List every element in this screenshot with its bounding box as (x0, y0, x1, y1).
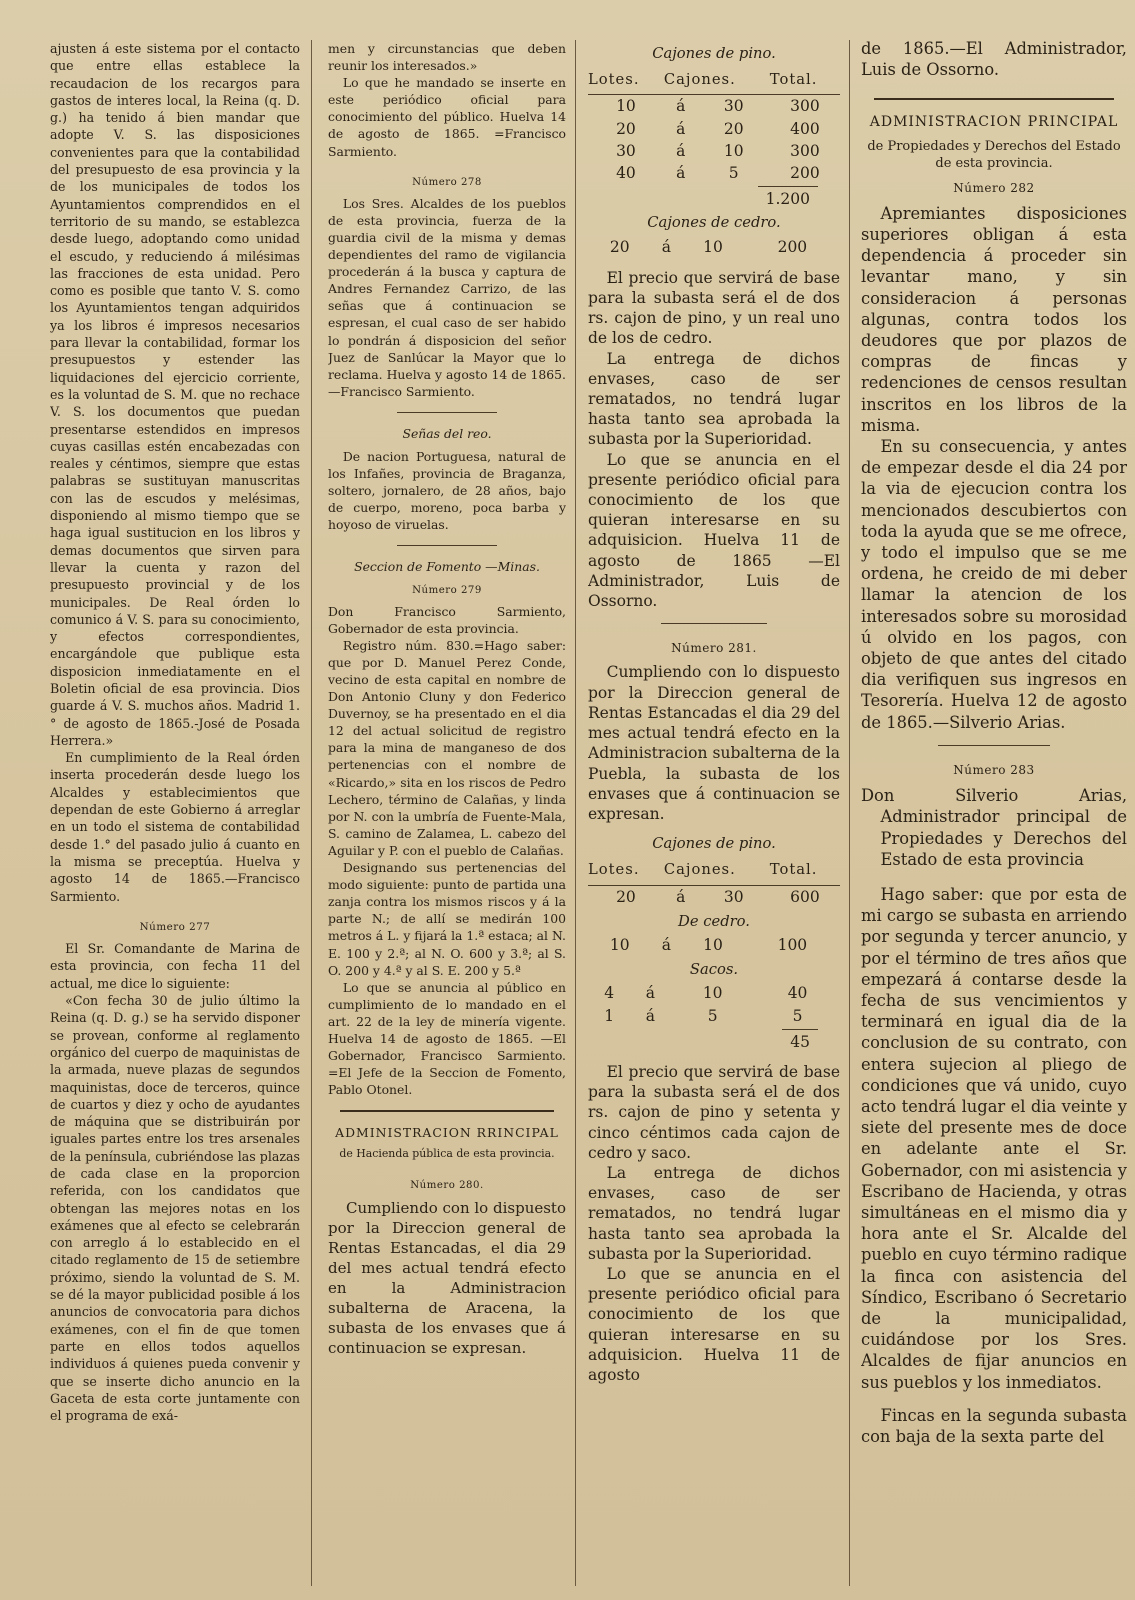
paragraph: El Sr. Comandante de Marina de esta provincia, con fecha 11 del actual, me dice lo siguiente: (50, 941, 300, 991)
paragraph: Designando sus pertenencias del modo siguiente: punto de partida una zanja contra los mismos riscos y á la parte N.; de allí se medirán 100 metros á L. y fijará la 1.ª estaca; al N. E. 100 y 2.ª; al N. O. 600 y 3.ª; al S. O. 200 y 4.ª y al S. E. 200 y 5.ª (328, 860, 566, 978)
cell: 5 (707, 1006, 718, 1025)
table-header: Cajones. (663, 71, 736, 89)
notice-number: Número 277 (139, 920, 211, 933)
section-heading: ADMINISTRACION RRINCIPAL (335, 1125, 559, 1141)
cell: 20 (723, 119, 744, 138)
lots-table-2 (588, 856, 840, 907)
paragraph: La entrega de dichos envases, caso de ser rematados, no tendrá lugar hasta tanto sea aprobada la subasta por la Superioridad. (588, 1163, 840, 1263)
divider (340, 1110, 554, 1112)
paragraph: En cumplimiento de la Real órden inserta procederán desde luego los Alcaldes y establecimientos que dependan de este Gobierno á arreglar en un todo el sistema de contabilidad desde 1.° del pasado julio á cuanto en la misma se preceptúa. Huelva y agosto 14 de 1865.—Francisco Sarmiento. (50, 750, 300, 904)
total-value: 1.200 (758, 186, 818, 209)
divider (938, 745, 1050, 746)
table-row (588, 934, 840, 956)
table-title: Cajones de cedro. (647, 214, 781, 232)
cell: 200 (777, 237, 808, 256)
paragraph: Apremiantes disposiciones superiores obligan á esta dependencia á proceder sin levantar mano, y sin consideracion á personas algunas, contra todos los deudores que por plazos de compras de fincas y redenciones de censos resultan inscritos en los libros de la misma. (861, 203, 1127, 435)
cell: á (661, 237, 671, 256)
cell: 30 (723, 887, 744, 906)
notice-number: Número 281. (671, 641, 757, 656)
paragraph: El precio que servirá de base para la subasta será el de dos rs. cajon de pino y setenta y cinco céntimos cada cajon de cedro y saco. (588, 1062, 840, 1162)
table-total (588, 1029, 840, 1052)
paragraph: La entrega de dichos envases, caso de ser rematados, no tendrá lugar hasta tanto sea aprobada la subasta por la Superioridad. (588, 349, 840, 449)
sacos-table (588, 982, 840, 1026)
table-header: Total. (769, 861, 818, 879)
cell: 10 (616, 97, 636, 116)
section-title: Seccion de Fomento —Minas. (354, 559, 540, 575)
section-subheading: de Hacienda pública de esta provincia. (339, 1147, 555, 1161)
notice-number: Número 279 (412, 584, 482, 596)
cell: 600 (790, 887, 820, 906)
paragraph: Lo que he mandado se inserte en este periódico oficial para conocimiento del público. Huelva 14 de agosto de 1865. =Francisco Sarmiento. (328, 75, 566, 159)
notice-number: Número 280. (410, 1179, 484, 1191)
paragraph: ajusten á este sistema por el contacto que entre ellas establece la recaudacion de los recargos para gastos de interes local, la Reina (q. D. g.) ha tenido á bien mandar que adopte V. S. las disposiciones convenientes para que la contabilidad del presupuesto de esa provincia y la de los municipales de todos los Ayuntamientos comprendidos en el territorio de su mando, se establezca desde luego, adoptando como unidad el escudo, y reduciendo á milésimas las fracciones de esta unidad. Pero como es posible que tanto V. S. como los Ayuntamientos tengan adquiridos ya los libros é impresos necesarios para llevar la contabilidad, formar los presupuestos y estender las liquidaciones del ejercicio corriente, es la voluntad de S. M. que no rechace V. S. los documentos que puedan presentarse estendidos en impresos cuyas casillas estén encabezadas con reales y céntimos, siempre que estas palabras se sustituyan manuscritas con las de escudos y melésimas, disponiendo al mismo tiempo que se haga igual sustitucion en los libros y demas documentos que sirven para llevar la cuenta y razon del presupuesto provincial y de los municipales. De Real órden lo comunico á V. S. para su conocimiento, y efectos correspondientes, encargándole que publique esta disposicion inmediatamente en el Boletin oficial de esa provincia. Dios guarde á V. S. muchos años. Madrid 1.° de agosto de 1865.-José de Posada Herrera.» (50, 41, 300, 748)
notice-number: Número 278 (412, 176, 482, 188)
cell: 5 (728, 164, 739, 183)
paragraph: de 1865.—El Administrador, Luis de Ossorno. (861, 39, 1127, 80)
table-row (588, 162, 840, 184)
table-header: Total. (769, 71, 818, 89)
paragraph: men y circunstancias que deben reunir los interesados.» (328, 41, 566, 74)
cell: á (676, 97, 686, 116)
lots-table (588, 66, 840, 184)
paragraph: Hago saber: que por esta de mi cargo se subasta en arriendo por segunda y tercer anuncio, y por el término de tres años que empezará á contarse desde la fecha de sus vencimientos y terminará en igual dia de la conclusion de su contrato, con entera sujecion al pliego de condiciones que vá unido, cuyo acto tendrá lugar el dia veinte y siete del presente mes de doce en adelante ante el Sr. Gobernador, con mi asistencia y Escribano de Hacienda, y otras simultáneas en el mismo dia y hora ante el Sr. Alcalde del pueblo en cuyo término radique la finca con asistencia del Síndico, Escribano ó Secretario de la municipalidad, cuidándose por los Sres. Alcaldes de fijar anuncios en sus pueblos y los inmediatos. (861, 884, 1127, 1392)
paragraph: Don Silverio Arias, Administrador principal de Propiedades y Derechos del Estado de esta provincia (861, 786, 1127, 869)
cell: 20 (616, 887, 636, 906)
cell: á (645, 1006, 655, 1025)
cell: á (676, 141, 686, 160)
table-row (588, 140, 840, 162)
table-title: Sacos. (689, 961, 739, 979)
table-header: Lotes. (588, 71, 640, 89)
column-rule (311, 40, 312, 1586)
cell: 30 (616, 141, 636, 160)
paragraph: Don Francisco Sarmiento, Gobernador de esta provincia. (328, 603, 566, 636)
cell: 20 (609, 237, 630, 256)
cell: á (661, 935, 671, 954)
paragraph: Registro núm. 830.=Hago saber: que por D. Manuel Perez Conde, vecino de esta capital en nombre de Don Antonio Cluny y don Federico Duvernoy, se ha presentado en el dia 12 del actual solicitud de registro para la mina de manganeso de dos pertenencias con el nombre de «Ricardo,» sita en los riscos de Pedro Lechero, término de Calañas, y linda por N. con la umbría de Fuente-Mala, S. camino de Zalamea, L. cabezo del Aguilar y P. con el pueblo de Calañas. (328, 637, 566, 858)
table-row (588, 1005, 840, 1027)
total-value: 45 (782, 1029, 818, 1052)
cell: 1 (604, 1006, 615, 1025)
cell: 4 (604, 984, 615, 1003)
cell: 400 (790, 119, 820, 138)
paragraph: Los Sres. Alcaldes de los pueblos de esta provincia, fuerza de la guardia civil de la misma y demas dependientes del ramo de vigilancia procederán á la busca y captura de Andres Fernandez Carrizo, de las señas que á continuacion se espresan, el cual caso de ser habido lo pondrán á disposicion del señor Juez de Sanlúcar la Mayor que lo reclama. Huelva y agosto 14 de 1865.—Francisco Sarmiento. (328, 195, 566, 399)
section-subtitle: Señas del reo. (402, 425, 492, 441)
paragraph: Cumpliendo con lo dispuesto por la Direccion general de Rentas Estancadas, el dia 29 del mes actual tendrá efecto en la Administracion subalterna de Aracena, la subasta de los envases que á continuacion se expresan. (328, 1198, 566, 1357)
notice-number: Número 282 (953, 180, 1035, 195)
table-title: Cajones de pino. (652, 45, 776, 62)
paragraph: De nacion Portuguesa, natural de los Infañes, provincia de Braganza, soltero, jornalero, de 28 años, bajo de cuerpo, moreno, poca barba y hoyoso de viruelas. (328, 448, 566, 533)
cell: 100 (777, 935, 808, 954)
paragraph: Lo que se anuncia en el presente periódico oficial para conocimiento de los que quieran interesarse en su adquisicion. Huelva 11 de agosto de 1865 —El Administrador, Luis de Ossorno. (588, 450, 840, 611)
table-header: Cajones. (663, 861, 736, 879)
cell: 40 (616, 164, 636, 183)
cell: 30 (723, 97, 744, 116)
paragraph: Lo que se anuncia en el presente periódico oficial para conocimiento de los que quieran interesarse en su adquisicion. Huelva 11 de agosto (588, 1264, 840, 1384)
column-3 (588, 44, 840, 1590)
column-2 (328, 40, 566, 1590)
column-1 (50, 40, 300, 1590)
table-title: De cedro. (678, 912, 750, 930)
table-row (588, 236, 840, 258)
cell: 10 (609, 935, 630, 954)
paragraph: Fincas en la segunda subasta con baja de la sexta parte del (861, 1405, 1127, 1446)
table-total (588, 186, 840, 209)
cell: 40 (787, 984, 808, 1003)
paragraph: «Con fecha 30 de julio último la Reina (q. D. g.) se ha servido disponer se provean, conforme al reglamento orgánico del cuerpo de maquinistas de la armada, nueve plazas de segundos maquinistas, doce de terceros, quince de cuartos y diez y ocho de ayudantes de máquina que se distribuirán por iguales partes entre los tres arsenales de la península, cubriéndose las plazas de cada clase en la proporcion referida, con los candidatos que obtengan las mejores notas en los exámenes que al efecto se celebrarán con arreglo á lo establecido en el citado reglamento de 15 de setiembre próximo, siendo la voluntad de S. M. se dé la mayor publicidad posible á los anuncios de convocatoria para dichos exámenes, con el fin de que tomen parte en ellos todos aquellos individuos á quienes pueda convenir y que se inserte dicho anuncio en la Gaceta de esta corte juntamente con el programa de exá- (50, 993, 300, 1424)
cedro-table (588, 236, 840, 258)
cell: 10 (703, 237, 723, 256)
cell: 20 (616, 119, 636, 138)
cedro-table-2 (588, 934, 840, 956)
table-row (588, 118, 840, 140)
notice-number: Número 283 (953, 762, 1035, 777)
table-title: Cajones de pino. (652, 835, 776, 853)
cell: 200 (790, 164, 820, 183)
paragraph: En su consecuencia, y antes de empezar desde el dia 24 por la via de ejecucion contra los mencionados descubiertos con toda la ayuda que se me ofrece, y todo el impulso que se me ordena, he creido de mi deber llamar la atencion de los interesados sobre su morosidad ú olvido en los pagos, con objeto de que antes del citado dia verifiquen sus ingresos en Tesorería. Huelva 12 de agosto de 1865.—Silverio Arias. (861, 437, 1127, 732)
cell: á (676, 119, 686, 138)
cell: á (676, 164, 686, 183)
table-header: Lotes. (588, 861, 640, 879)
cell: 300 (790, 97, 820, 116)
cell: á (676, 887, 686, 906)
divider (661, 623, 767, 624)
table-row (588, 885, 840, 908)
divider (397, 545, 497, 546)
table-row (588, 982, 840, 1004)
column-rule (849, 40, 850, 1586)
paragraph: Cumpliendo con lo dispuesto por la Direccion general de Rentas Estancadas el dia 29 del mes actual tendrá efecto en la Administracion subalterna de la Puebla, la subasta de los envases que á continuacion se expresan. (588, 663, 840, 823)
table-row (588, 95, 840, 118)
cell: 5 (792, 1006, 803, 1025)
column-4 (861, 38, 1127, 1590)
cell: 10 (702, 984, 723, 1003)
paragraph: El precio que servirá de base para la subasta será el de dos rs. cajon de pino, y un real uno de los de cedro. (588, 268, 840, 348)
cell: 10 (703, 935, 723, 954)
cell: á (645, 984, 655, 1003)
cell: 10 (723, 141, 744, 160)
cell: 300 (790, 141, 820, 160)
divider (397, 412, 497, 413)
section-subheading: de Propiedades y Derechos del Estado de esta provincia. (867, 138, 1121, 171)
divider (874, 98, 1113, 100)
paragraph: Lo que se anuncia al público en cumplimiento de lo mandado en el art. 22 de la ley de minería vigente. Huelva 14 de agosto de 1865. —El Gobernador, Francisco Sarmiento. =El Jefe de la Seccion de Fomento, Pablo Otonel. (328, 979, 566, 1098)
section-heading: ADMINISTRACION PRINCIPAL (869, 114, 1119, 131)
column-rule (575, 40, 576, 1586)
